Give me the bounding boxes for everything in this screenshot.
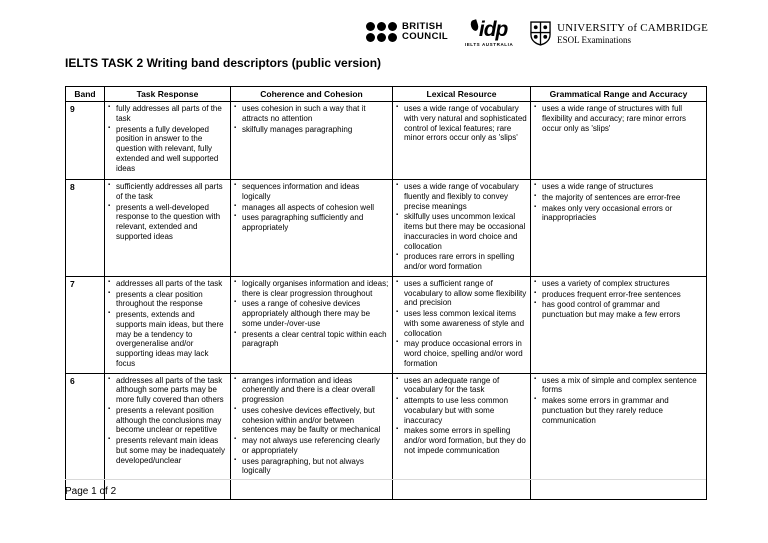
- table-row-band-6: [66, 373, 707, 499]
- descriptor-item: ▪ skilfully manages paragraphing: [234, 125, 389, 135]
- cell-coherence-cohesion: [231, 102, 393, 180]
- idp-wordmark: idp: [478, 18, 508, 41]
- cell-lexical-resource: [393, 180, 531, 277]
- descriptor-item: ▪ may not always use referencing clearly or appropriately: [234, 436, 389, 456]
- descriptor-item: ▪ uses a wide range of structures with full flexibility and accuracy; rare minor errors occur only as 'slips': [534, 104, 703, 133]
- british-council-logo: [366, 22, 448, 43]
- column-header-coherence-cohesion: Coherence and Cohesion: [231, 87, 393, 102]
- british-council-line2: COUNCIL: [402, 31, 449, 43]
- descriptor-item: ▪ sequences information and ideas logically: [234, 182, 389, 202]
- descriptor-item: ▪ presents a clear position throughout the response: [108, 290, 227, 310]
- descriptor-item: ▪ presents relevant main ideas but some may be inadequately developed/unclear: [108, 436, 227, 465]
- descriptor-item: ▪ attempts to use less common vocabulary but with some inaccuracy: [396, 396, 527, 425]
- page-number: Page 1 of 2: [65, 486, 117, 497]
- band-number: 8: [66, 180, 105, 277]
- table-row-band-9: [66, 102, 707, 180]
- coherence-cohesion-list: [234, 104, 389, 134]
- descriptor-item: ▪ uses a variety of complex structures: [534, 279, 703, 289]
- descriptor-item: ▪ uses a mix of simple and complex sentence forms: [534, 376, 703, 396]
- header-row: [66, 87, 707, 102]
- cambridge-line2: ESOL Examinations: [557, 34, 632, 45]
- cell-grammatical-range: [531, 373, 707, 499]
- footer-divider: [65, 479, 706, 480]
- lexical-resource-list: [396, 104, 527, 143]
- descriptor-item: ▪ addresses all parts of the task: [108, 279, 227, 289]
- table-row-band-7: [66, 276, 707, 373]
- descriptor-item: ▪ uses a sufficient range of vocabulary to allow some flexibility and precision: [396, 279, 527, 308]
- british-council-line1: BRITISH: [402, 21, 443, 32]
- cell-coherence-cohesion: [231, 276, 393, 373]
- descriptor-item: ▪ presents a clear central topic within each paragraph: [234, 330, 389, 350]
- column-header-grammatical-range: Grammatical Range and Accuracy: [531, 87, 707, 102]
- cell-coherence-cohesion: [231, 373, 393, 499]
- descriptor-item: ▪ uses cohesive devices effectively, but cohesion within and/or between sentences may be faulty or mechanical: [234, 406, 389, 435]
- descriptor-item: ▪ presents a relevant position although the conclusions may become unclear or repetitive: [108, 406, 227, 435]
- descriptor-item: ▪ uses a wide range of vocabulary with very natural and sophisticated control of lexical features; rare minor errors occur only as 'slips': [396, 104, 527, 143]
- lexical-resource-list: [396, 376, 527, 456]
- grammatical-range-list: [534, 376, 703, 426]
- task-response-list: [108, 104, 227, 173]
- cambridge-wordmark: [557, 22, 708, 45]
- cell-grammatical-range: [531, 276, 707, 373]
- descriptor-item: ▪ has good control of grammar and punctuation but may make a few errors: [534, 300, 703, 320]
- column-header-task-response: Task Response: [105, 87, 231, 102]
- british-council-dots-icon: [366, 22, 397, 42]
- cell-grammatical-range: [531, 180, 707, 277]
- descriptor-item: ▪ fully addresses all parts of the task: [108, 104, 227, 124]
- british-council-wordmark: [402, 22, 448, 43]
- descriptor-item: ▪ uses less common lexical items with some awareness of style and collocation: [396, 309, 527, 338]
- table-header: [66, 87, 707, 102]
- descriptor-item: ▪ presents a well-developed response to the question with relevant, extended and supported ideas: [108, 203, 227, 242]
- coherence-cohesion-list: [234, 376, 389, 477]
- descriptor-item: ▪ uses cohesion in such a way that it attracts no attention: [234, 104, 389, 124]
- descriptor-item: ▪ uses paragraphing sufficiently and appropriately: [234, 213, 389, 233]
- grammatical-range-list: [534, 104, 703, 133]
- descriptor-item: ▪ manages all aspects of cohesion well: [234, 203, 389, 213]
- idp-subtitle: IELTS AUSTRALIA: [464, 42, 514, 47]
- band-number: 7: [66, 276, 105, 373]
- table-row-band-8: [66, 180, 707, 277]
- cambridge-logo: [530, 21, 708, 46]
- descriptor-item: ▪ uses paragraphing, but not always logically: [234, 457, 389, 477]
- cell-lexical-resource: [393, 102, 531, 180]
- column-header-band: Band: [66, 87, 105, 102]
- lexical-resource-list: [396, 182, 527, 272]
- cell-task-response: [105, 102, 231, 180]
- descriptor-item: ▪ addresses all parts of the task although some parts may be more fully covered than others: [108, 376, 227, 405]
- cell-grammatical-range: [531, 102, 707, 180]
- descriptor-item: ▪ makes some errors in spelling and/or word formation, but they do not impede communication: [396, 426, 527, 455]
- cell-lexical-resource: [393, 373, 531, 499]
- page-title: IELTS TASK 2 Writing band descriptors (public version): [65, 56, 382, 70]
- descriptor-item: ▪ uses a wide range of structures: [534, 182, 703, 192]
- task-response-list: [108, 279, 227, 369]
- descriptor-item: ▪ uses a wide range of vocabulary fluently and flexibly to convey precise meanings: [396, 182, 527, 211]
- cell-task-response: [105, 373, 231, 499]
- column-header-lexical-resource: Lexical Resource: [393, 87, 531, 102]
- descriptor-item: ▪ uses a range of cohesive devices appropriately although there may be some under-/over-use: [234, 299, 389, 328]
- cell-coherence-cohesion: [231, 180, 393, 277]
- descriptor-item: ▪ makes some errors in grammar and punctuation but they rarely reduce communication: [534, 396, 703, 425]
- coherence-cohesion-list: [234, 279, 389, 349]
- task-response-list: [108, 182, 227, 242]
- idp-logo: [465, 19, 514, 47]
- descriptor-item: ▪ uses an adequate range of vocabulary for the task: [396, 376, 527, 396]
- descriptor-item: ▪ may produce occasional errors in word choice, spelling and/or word formation: [396, 339, 527, 368]
- descriptor-item: ▪ the majority of sentences are error-free: [534, 193, 703, 203]
- grammatical-range-list: [534, 182, 703, 223]
- descriptor-item: ▪ logically organises information and ideas; there is clear progression throughout: [234, 279, 389, 299]
- descriptor-item: ▪ presents, extends and supports main ideas, but there may be a tendency to overgeneralise and/or supporting ideas may lack focus: [108, 310, 227, 369]
- descriptor-item: ▪ arranges information and ideas coherently and there is a clear overall progression: [234, 376, 389, 405]
- descriptor-item: ▪ presents a fully developed position in answer to the question with relevant, fully extended and well supported ideas: [108, 125, 227, 174]
- cell-task-response: [105, 276, 231, 373]
- grammatical-range-list: [534, 279, 703, 320]
- cell-lexical-resource: [393, 276, 531, 373]
- cambridge-line1: UNIVERSITY of CAMBRIDGE: [557, 22, 708, 34]
- band-number: 6: [66, 373, 105, 499]
- band-number: 9: [66, 102, 105, 180]
- descriptor-item: ▪ sufficiently addresses all parts of the task: [108, 182, 227, 202]
- cambridge-shield-icon: [530, 21, 551, 46]
- logo-bar: [366, 19, 708, 47]
- descriptor-item: ▪ produces rare errors in spelling and/or word formation: [396, 252, 527, 272]
- cell-task-response: [105, 180, 231, 277]
- band-descriptors-table: [65, 86, 707, 500]
- descriptor-item: ▪ produces frequent error-free sentences: [534, 290, 703, 300]
- descriptor-item: ▪ skilfully uses uncommon lexical items but there may be occasional inaccuracies in word choice and collocation: [396, 212, 527, 251]
- task-response-list: [108, 376, 227, 466]
- descriptor-item: ▪ makes only very occasional errors or inappropriacies: [534, 204, 703, 224]
- lexical-resource-list: [396, 279, 527, 369]
- coherence-cohesion-list: [234, 182, 389, 233]
